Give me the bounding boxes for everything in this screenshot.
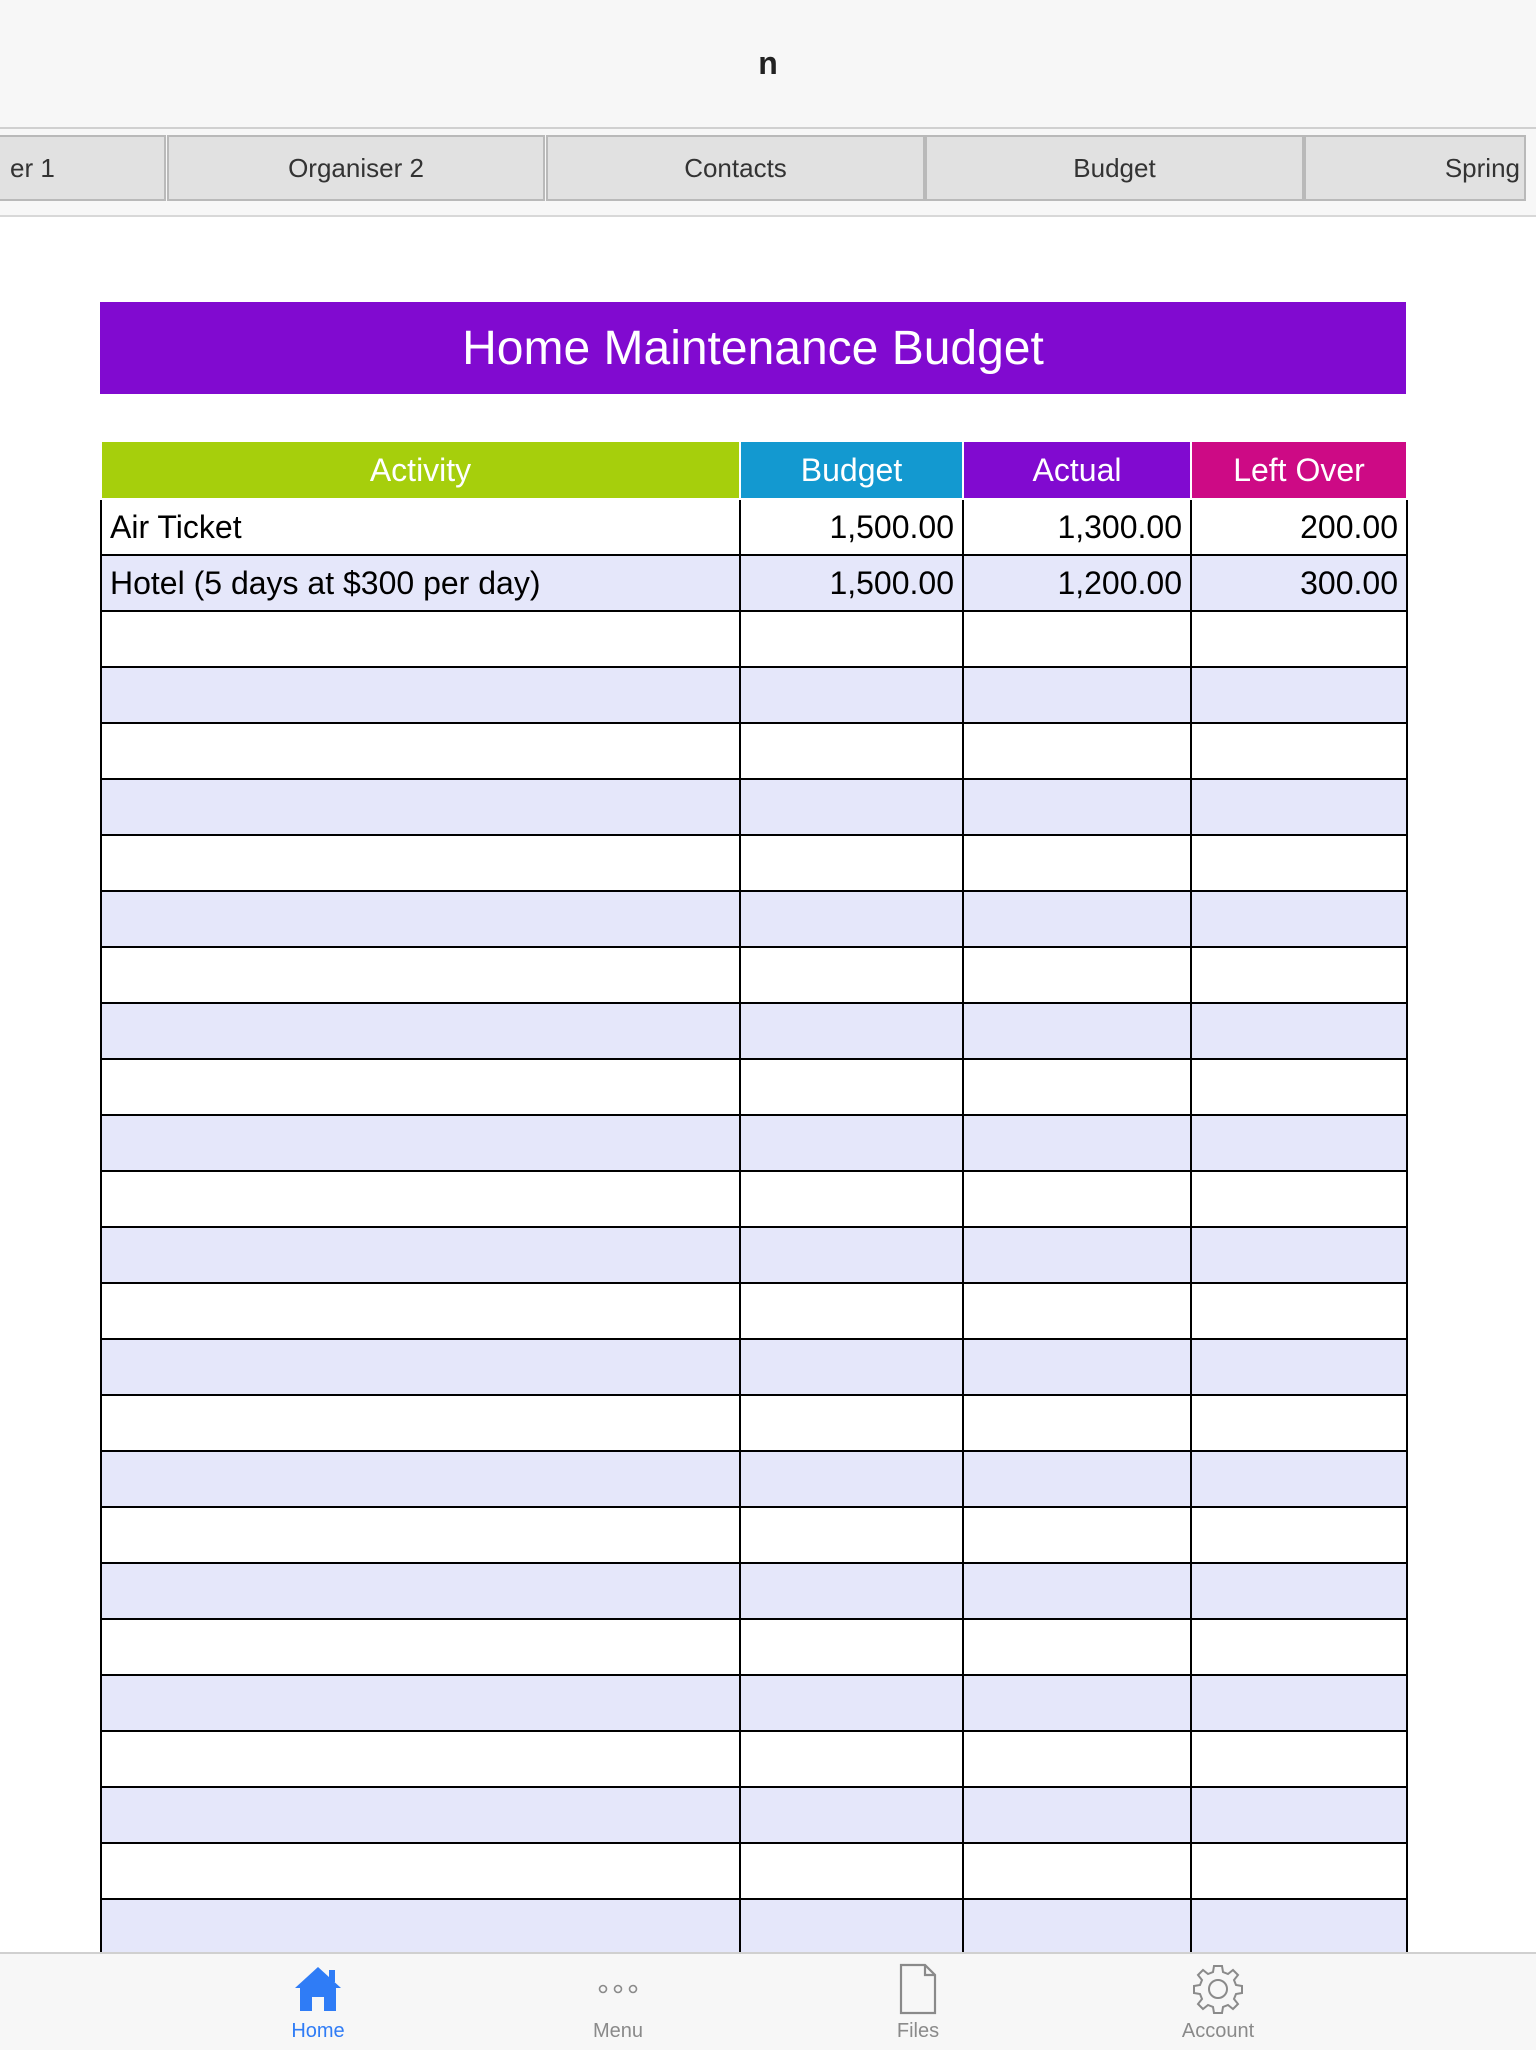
left-over-cell[interactable] bbox=[1191, 1003, 1407, 1059]
activity-cell[interactable] bbox=[101, 1059, 740, 1115]
table-row bbox=[101, 947, 1407, 1003]
activity-cell[interactable] bbox=[101, 1843, 740, 1899]
budget-cell[interactable] bbox=[740, 1843, 963, 1899]
budget-cell[interactable] bbox=[740, 779, 963, 835]
activity-cell[interactable]: Hotel (5 days at $300 per day) bbox=[101, 555, 740, 611]
left-over-cell[interactable] bbox=[1191, 1059, 1407, 1115]
activity-cell[interactable] bbox=[101, 1731, 740, 1787]
actual-cell[interactable] bbox=[963, 1395, 1191, 1451]
left-over-cell[interactable] bbox=[1191, 947, 1407, 1003]
left-over-cell[interactable] bbox=[1191, 1451, 1407, 1507]
left-over-cell[interactable] bbox=[1191, 1115, 1407, 1171]
sheet-title-banner bbox=[100, 302, 1406, 394]
title-bar bbox=[0, 0, 1536, 129]
actual-cell[interactable] bbox=[963, 779, 1191, 835]
actual-cell[interactable] bbox=[963, 1059, 1191, 1115]
tab-label: Spring bbox=[1444, 152, 1520, 183]
activity-cell[interactable] bbox=[101, 1171, 740, 1227]
budget-cell[interactable] bbox=[740, 1339, 963, 1395]
budget-cell[interactable] bbox=[740, 1731, 963, 1787]
budget-cell[interactable] bbox=[740, 1059, 963, 1115]
actual-cell[interactable] bbox=[963, 891, 1191, 947]
budget-cell[interactable] bbox=[740, 1115, 963, 1171]
table-row bbox=[101, 1787, 1407, 1843]
left-over-cell[interactable] bbox=[1191, 1731, 1407, 1787]
actual-cell[interactable] bbox=[963, 1619, 1191, 1675]
activity-cell[interactable] bbox=[101, 779, 740, 835]
tab-budget[interactable] bbox=[925, 135, 1304, 201]
column-header-activity: Activity bbox=[101, 441, 740, 499]
budget-cell[interactable] bbox=[740, 1227, 963, 1283]
table-row bbox=[101, 1003, 1407, 1059]
actual-cell[interactable]: 1,200.00 bbox=[963, 555, 1191, 611]
table-row bbox=[101, 1563, 1407, 1619]
actual-cell[interactable] bbox=[963, 1675, 1191, 1731]
column-header-actual: Actual bbox=[963, 441, 1191, 499]
budget-cell[interactable] bbox=[740, 1003, 963, 1059]
left-over-cell[interactable] bbox=[1191, 1843, 1407, 1899]
activity-cell[interactable]: Air Ticket bbox=[101, 499, 740, 555]
gear-icon bbox=[1192, 1962, 1244, 2016]
actual-cell[interactable] bbox=[963, 1115, 1191, 1171]
nav-home-button[interactable] bbox=[218, 1962, 418, 2046]
activity-cell[interactable] bbox=[101, 891, 740, 947]
budget-cell[interactable] bbox=[740, 667, 963, 723]
left-over-cell[interactable] bbox=[1191, 1227, 1407, 1283]
nav-label: Menu bbox=[592, 2020, 644, 2042]
table-row bbox=[101, 1395, 1407, 1451]
actual-cell[interactable] bbox=[963, 1003, 1191, 1059]
table-row bbox=[101, 1507, 1407, 1563]
left-over-cell[interactable] bbox=[1191, 891, 1407, 947]
bottom-tab-bar bbox=[0, 1952, 1536, 2050]
activity-cell[interactable] bbox=[101, 1451, 740, 1507]
table-row bbox=[101, 723, 1407, 779]
tab-organiser-2[interactable] bbox=[167, 135, 545, 201]
tab-label: Organiser 2 bbox=[288, 152, 424, 183]
table-row bbox=[101, 499, 1407, 555]
budget-cell[interactable] bbox=[740, 947, 963, 1003]
table-header-row bbox=[101, 441, 1407, 499]
budget-cell[interactable] bbox=[740, 1563, 963, 1619]
table-row bbox=[101, 611, 1407, 667]
left-over-cell[interactable]: 200.00 bbox=[1191, 499, 1407, 555]
activity-cell[interactable] bbox=[101, 1619, 740, 1675]
activity-cell[interactable] bbox=[101, 835, 740, 891]
left-over-cell[interactable] bbox=[1191, 1675, 1407, 1731]
table-row bbox=[101, 1675, 1407, 1731]
actual-cell[interactable] bbox=[963, 1787, 1191, 1843]
table-row bbox=[101, 555, 1407, 611]
actual-cell[interactable] bbox=[963, 1731, 1191, 1787]
tab-spring[interactable] bbox=[1304, 135, 1526, 201]
table-row bbox=[101, 1731, 1407, 1787]
actual-cell[interactable] bbox=[963, 611, 1191, 667]
table-row bbox=[101, 667, 1407, 723]
left-over-cell[interactable] bbox=[1191, 1507, 1407, 1563]
budget-cell[interactable] bbox=[740, 1787, 963, 1843]
left-over-cell[interactable] bbox=[1191, 1283, 1407, 1339]
actual-cell[interactable] bbox=[963, 1563, 1191, 1619]
activity-cell[interactable] bbox=[101, 1227, 740, 1283]
more-icon bbox=[593, 1962, 643, 2016]
tab-strip bbox=[0, 129, 1536, 217]
nav-label: Home bbox=[291, 2020, 345, 2042]
actual-cell[interactable] bbox=[963, 1171, 1191, 1227]
tab-organiser-1[interactable] bbox=[0, 135, 166, 201]
left-over-cell[interactable] bbox=[1191, 667, 1407, 723]
file-icon bbox=[898, 1962, 938, 2016]
left-over-cell[interactable] bbox=[1191, 1563, 1407, 1619]
left-over-cell[interactable] bbox=[1191, 1339, 1407, 1395]
tab-label: er 1 bbox=[10, 152, 55, 183]
home-icon bbox=[293, 1962, 343, 2016]
budget-cell[interactable] bbox=[740, 1395, 963, 1451]
nav-label: Files bbox=[896, 2020, 940, 2042]
left-over-cell[interactable] bbox=[1191, 1171, 1407, 1227]
budget-cell[interactable] bbox=[740, 723, 963, 779]
left-over-cell[interactable] bbox=[1191, 1899, 1407, 1955]
actual-cell[interactable] bbox=[963, 723, 1191, 779]
left-over-cell[interactable] bbox=[1191, 779, 1407, 835]
activity-cell[interactable] bbox=[101, 611, 740, 667]
table-row bbox=[101, 1115, 1407, 1171]
activity-cell[interactable] bbox=[101, 1395, 740, 1451]
activity-cell[interactable] bbox=[101, 1899, 740, 1955]
nav-label: Account bbox=[1181, 2020, 1255, 2042]
budget-cell[interactable] bbox=[740, 1451, 963, 1507]
table-row bbox=[101, 1843, 1407, 1899]
actual-cell[interactable] bbox=[963, 1451, 1191, 1507]
left-over-cell[interactable] bbox=[1191, 1395, 1407, 1451]
nav-account-button[interactable] bbox=[1118, 1962, 1318, 2046]
table-row bbox=[101, 1227, 1407, 1283]
activity-cell[interactable] bbox=[101, 1339, 740, 1395]
table-row bbox=[101, 1451, 1407, 1507]
table-row bbox=[101, 1171, 1407, 1227]
budget-cell[interactable] bbox=[740, 1619, 963, 1675]
budget-cell[interactable] bbox=[740, 611, 963, 667]
left-over-cell[interactable] bbox=[1191, 1619, 1407, 1675]
actual-cell[interactable] bbox=[963, 1227, 1191, 1283]
actual-cell[interactable]: 1,300.00 bbox=[963, 499, 1191, 555]
activity-cell[interactable] bbox=[101, 947, 740, 1003]
sheet-title: Home Maintenance Budget bbox=[462, 321, 1044, 375]
budget-cell[interactable] bbox=[740, 835, 963, 891]
activity-cell[interactable] bbox=[101, 1283, 740, 1339]
tab-label: Contacts bbox=[684, 152, 787, 183]
left-over-cell[interactable] bbox=[1191, 835, 1407, 891]
tab-contacts[interactable] bbox=[546, 135, 925, 201]
activity-cell[interactable] bbox=[101, 1675, 740, 1731]
table-row bbox=[101, 835, 1407, 891]
actual-cell[interactable] bbox=[963, 1339, 1191, 1395]
column-header-left-over: Left Over bbox=[1191, 441, 1407, 499]
actual-cell[interactable] bbox=[963, 1843, 1191, 1899]
budget-cell[interactable] bbox=[740, 1507, 963, 1563]
actual-cell[interactable] bbox=[963, 947, 1191, 1003]
budget-cell[interactable] bbox=[740, 1283, 963, 1339]
budget-cell[interactable] bbox=[740, 1171, 963, 1227]
table-row bbox=[101, 1339, 1407, 1395]
table-row bbox=[101, 1899, 1407, 1955]
left-over-cell[interactable] bbox=[1191, 1787, 1407, 1843]
actual-cell[interactable] bbox=[963, 1507, 1191, 1563]
column-header-budget: Budget bbox=[740, 441, 963, 499]
left-over-cell[interactable]: 300.00 bbox=[1191, 555, 1407, 611]
table-row bbox=[101, 1059, 1407, 1115]
tab-label: Budget bbox=[1073, 152, 1156, 183]
table-row bbox=[101, 1619, 1407, 1675]
activity-cell[interactable] bbox=[101, 1507, 740, 1563]
window-title: n bbox=[758, 45, 778, 81]
budget-cell[interactable] bbox=[740, 1675, 963, 1731]
table-row bbox=[101, 779, 1407, 835]
actual-cell[interactable] bbox=[963, 667, 1191, 723]
left-over-cell[interactable] bbox=[1191, 723, 1407, 779]
actual-cell[interactable] bbox=[963, 835, 1191, 891]
nav-menu-button[interactable] bbox=[518, 1962, 718, 2046]
activity-cell[interactable] bbox=[101, 1115, 740, 1171]
table-row bbox=[101, 891, 1407, 947]
activity-cell[interactable] bbox=[101, 1787, 740, 1843]
budget-cell[interactable] bbox=[740, 1899, 963, 1955]
budget-cell[interactable] bbox=[740, 891, 963, 947]
table-row bbox=[101, 1283, 1407, 1339]
nav-files-button[interactable] bbox=[818, 1962, 1018, 2046]
budget-cell[interactable]: 1,500.00 bbox=[740, 555, 963, 611]
actual-cell[interactable] bbox=[963, 1283, 1191, 1339]
activity-cell[interactable] bbox=[101, 723, 740, 779]
budget-cell[interactable]: 1,500.00 bbox=[740, 499, 963, 555]
activity-cell[interactable] bbox=[101, 1563, 740, 1619]
activity-cell[interactable] bbox=[101, 667, 740, 723]
left-over-cell[interactable] bbox=[1191, 611, 1407, 667]
activity-cell[interactable] bbox=[101, 1003, 740, 1059]
budget-table bbox=[100, 440, 1408, 2012]
actual-cell[interactable] bbox=[963, 1899, 1191, 1955]
